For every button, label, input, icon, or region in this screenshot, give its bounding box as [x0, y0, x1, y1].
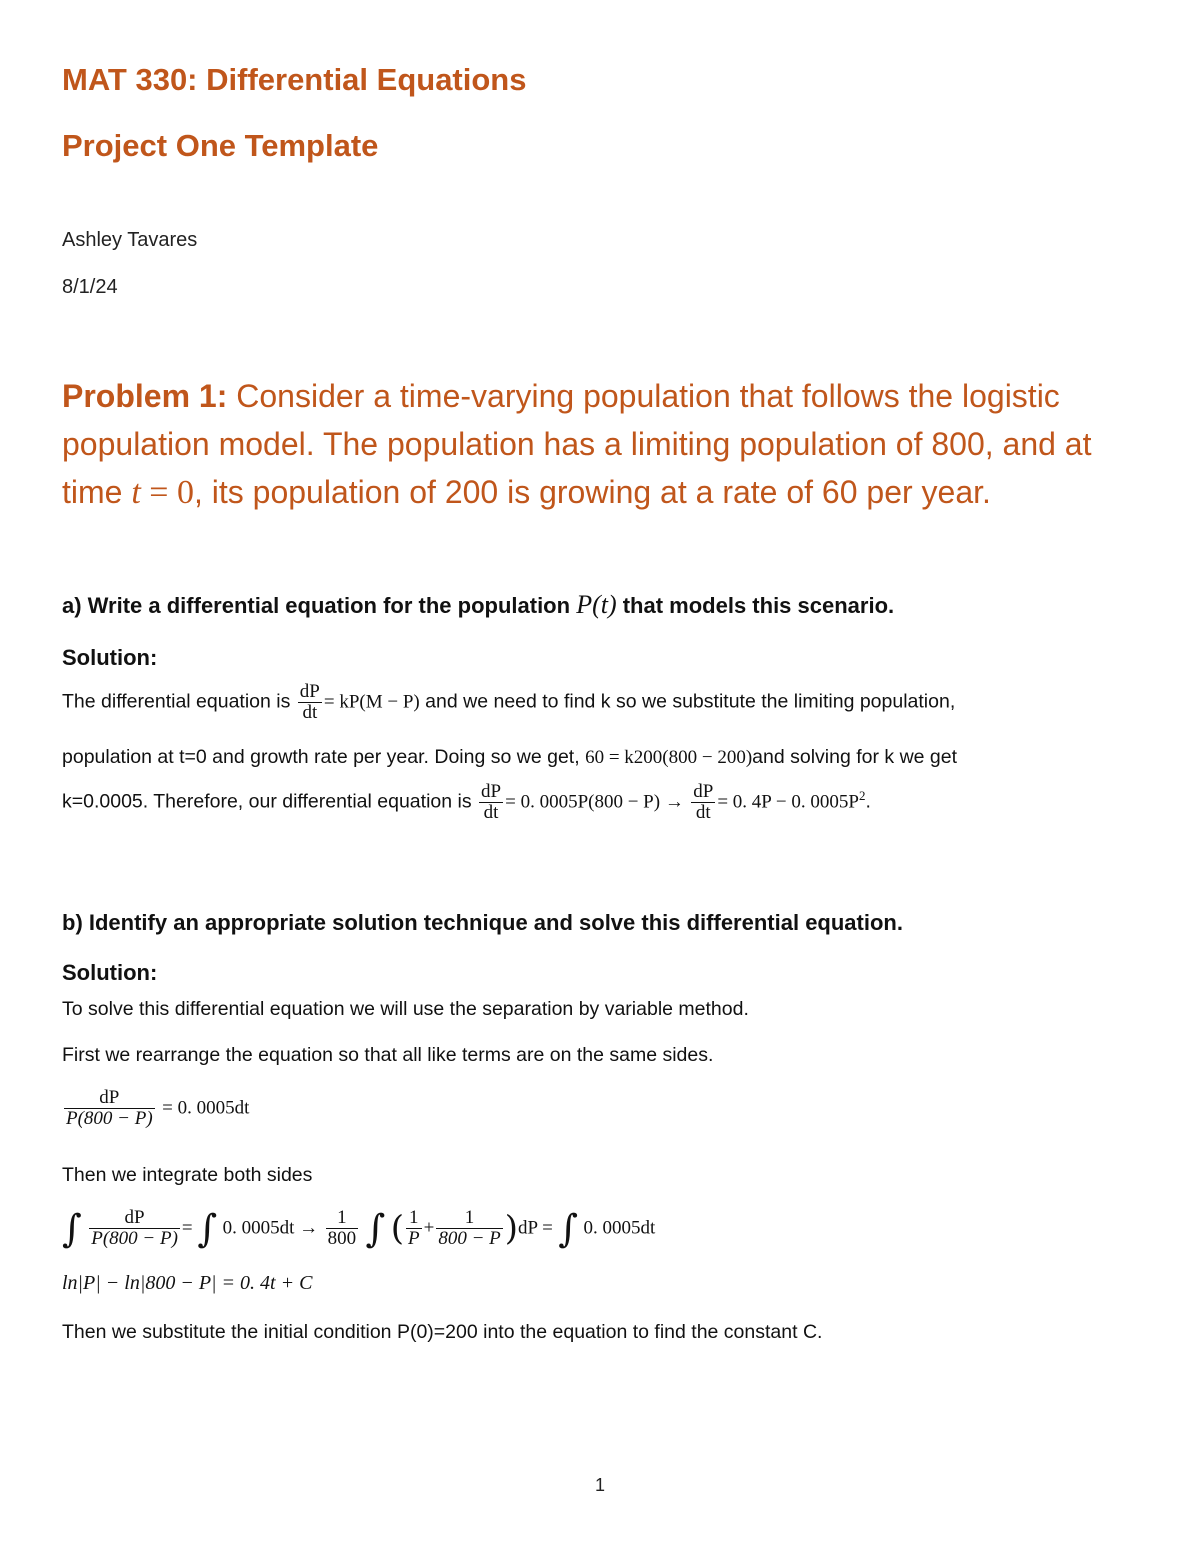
left-paren: ( [390, 1208, 404, 1249]
part-a-question [62, 590, 894, 620]
part-a-line-2-math: 60 = k200(800 − 200) [585, 747, 753, 768]
page-number: 1 [594, 1475, 605, 1495]
part-a-line-2-text-1: population at t=0 and growth rate per year. Doing so we get, [62, 746, 580, 768]
part-a-line-2-text-2: and solving for k we get [752, 746, 958, 768]
part-b-line-3: Then we integrate both sides [62, 1164, 313, 1186]
frac-denominator: dt [695, 802, 711, 823]
equation-3: ln|P| − ln|800 − P| = 0. 4t + C [62, 1272, 313, 1294]
problem-label: Problem 1: [62, 378, 228, 414]
partial-2-numerator: 1 [436, 1208, 502, 1229]
frac-numerator: dP [693, 781, 714, 802]
part-b-solution-label: Solution: [62, 960, 158, 985]
part-a-question-math: P(t) [576, 590, 617, 619]
eq2-after: dP = [518, 1217, 553, 1239]
frac-numerator: dP [481, 781, 502, 802]
integral-sign-1: ∫ [62, 1206, 82, 1251]
part-a-solution-label: Solution: [62, 645, 158, 670]
part-b-line-1: To solve this differential equation we will use the separation by variable method. [62, 998, 749, 1020]
eq2-numerator: dP [89, 1208, 180, 1229]
author-name: Ashley Tavares [62, 229, 198, 251]
part-a-line-3 [62, 782, 871, 823]
part-a-line-1-math: = kP(M − P) [323, 691, 420, 713]
part-a-line-3-math-1: = 0. 0005P(800 − P) → [505, 791, 684, 813]
date: 8/1/24 [62, 276, 118, 298]
partial-fraction-2 [436, 1208, 502, 1249]
part-b-line-2: First we rearrange the equation so that all like terms are on the same sides. [62, 1044, 714, 1066]
eq2-equals: = [181, 1217, 198, 1239]
part-a-line-3-math-2: = 0. 4P − 0. 0005P [717, 791, 859, 813]
part-a-question-text-1: a) Write a differential equation for the population [62, 593, 571, 618]
dp-dt-fraction-2 [479, 782, 503, 823]
part-a-line-2 [62, 746, 957, 769]
dp-dt-fraction-3 [691, 782, 715, 823]
eq1-numerator: dP [64, 1088, 155, 1109]
eq1-fraction [64, 1088, 155, 1129]
part-a-line-1-text-1: The differential equation is [62, 690, 291, 713]
plus-sign: + [423, 1217, 435, 1239]
course-title: MAT 330: Differential Equations [62, 62, 527, 97]
eq2-constant-numerator: 1 [326, 1208, 359, 1229]
integral-sign-3: ∫ [365, 1206, 386, 1251]
part-a-question-text-2: that models this scenario. [622, 593, 895, 618]
part-a-line-3-end: . [865, 790, 871, 813]
part-a-line-3-text-1: k=0.0005. Therefore, our differential equation is [62, 790, 472, 813]
part-b-line-4: Then we substitute the initial condition P(0)=200 into the equation to find the constant C. [62, 1321, 823, 1343]
project-title: Project One Template [62, 128, 379, 163]
eq2-constant-fraction [326, 1208, 359, 1249]
part-a-line-3-superscript: 2 [858, 788, 866, 804]
eq2-constant-denominator: 800 [327, 1228, 357, 1249]
eq2-rhs-1: 0. 0005dt → [222, 1217, 319, 1239]
part-a-line-1 [62, 682, 955, 723]
problem-statement [62, 372, 1122, 517]
partial-1-numerator: 1 [406, 1208, 422, 1229]
partial-1-denominator: P [408, 1228, 420, 1249]
frac-denominator: dt [302, 702, 318, 723]
equation-1 [62, 1088, 249, 1129]
problem-math-t: t [131, 474, 141, 511]
integral-sign-2: ∫ [197, 1206, 218, 1251]
integral-sign-4: ∫ [558, 1206, 579, 1251]
partial-2-denominator: 800 − P [438, 1228, 501, 1249]
eq1-rhs: = 0. 0005dt [162, 1097, 250, 1119]
eq1-denominator: P(800 − P) [66, 1108, 153, 1129]
problem-math-eq: = 0 [140, 474, 194, 511]
equation-2 [62, 1208, 655, 1249]
problem-text-2: , its population of 200 is growing at a rate of 60 per year. [193, 474, 991, 510]
eq2-fraction [89, 1208, 180, 1249]
right-paren: ) [504, 1208, 519, 1249]
frac-denominator: dt [483, 802, 499, 823]
eq2-rhs-2: 0. 0005dt [583, 1217, 656, 1239]
problem-text-1: Consider a time-varying population that follows the logistic population model. The population has a limiting population of 800, and at time [62, 378, 1092, 510]
part-b-question: b) Identify an appropriate solution technique and solve this differential equation. [62, 910, 903, 935]
part-a-line-1-text-2: and we need to find k so we substitute the limiting population, [425, 690, 956, 713]
frac-numerator: dP [299, 681, 320, 702]
partial-fraction-1 [406, 1208, 422, 1249]
eq2-denominator: P(800 − P) [91, 1228, 178, 1249]
dp-dt-fraction [298, 682, 322, 723]
